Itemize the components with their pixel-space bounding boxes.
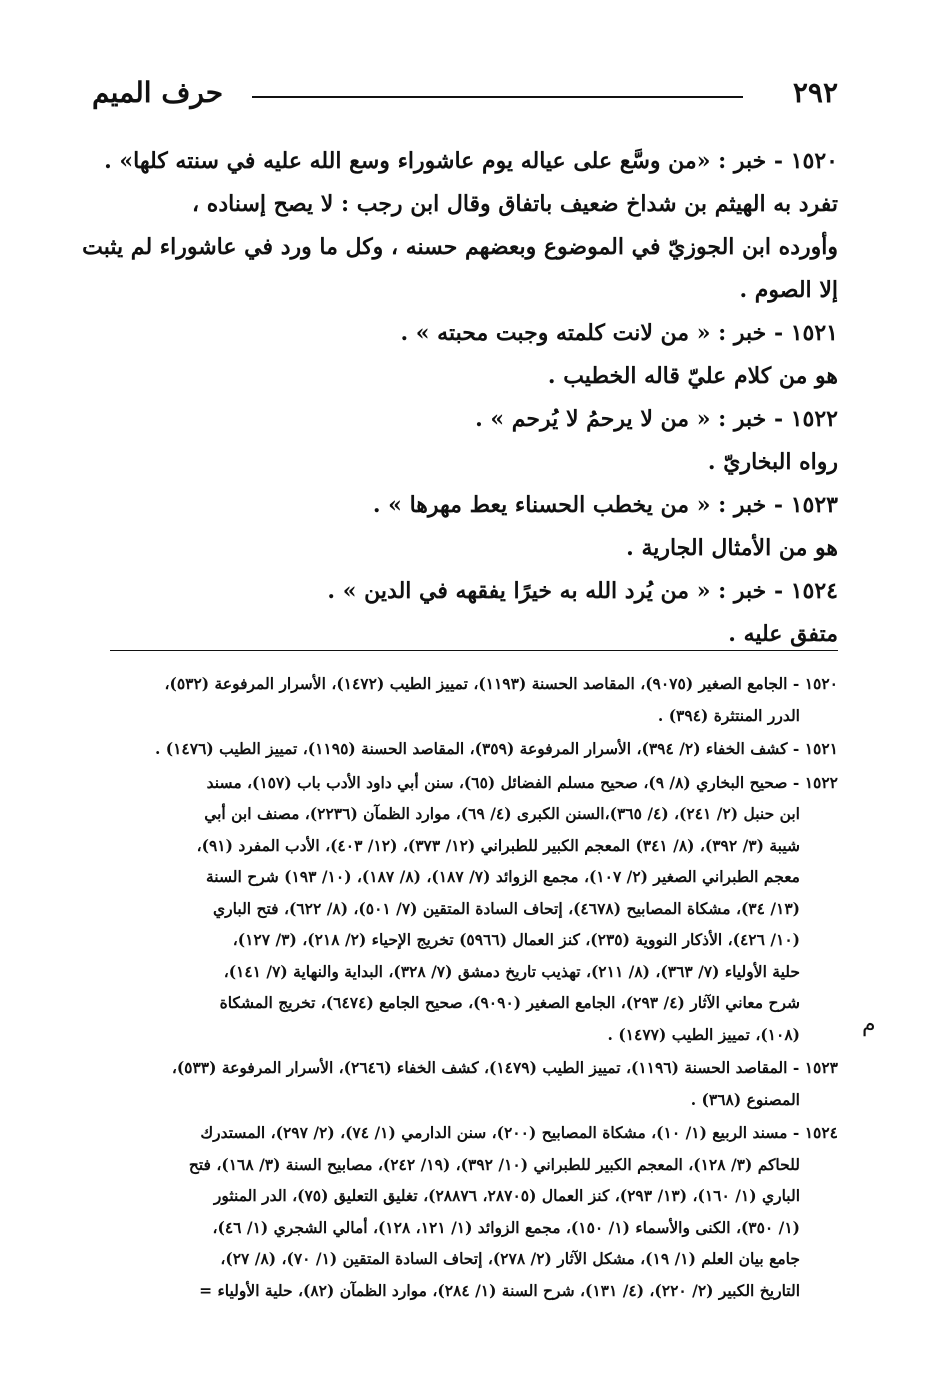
entry-1524: ١٥٢٤ - خبر : « من يُرد الله به خيرًا يفقهه في الدين » . xyxy=(327,578,838,604)
chapter-title: حرف الميم xyxy=(92,76,224,109)
entries-block xyxy=(95,312,838,656)
main-text xyxy=(82,140,838,656)
footnote-line: التاريخ الكبير (٢/ ٢٢٠)، (٤/ ١٣١)، شرح السنة (١/ ٢٨٤)، موارد الظمآن (٨٢)، حلية الأولياء = xyxy=(199,1280,800,1300)
entry-1522: ١٥٢٢ - خبر : « من لا يرحمُ لا يُرحم » . xyxy=(475,406,838,432)
footnote-1521 xyxy=(106,733,838,765)
page-number: ٢٩٢ xyxy=(792,76,838,109)
entry-1521-comment: هو من كلام عليّ قاله الخطيب . xyxy=(547,363,838,389)
header-rule xyxy=(252,96,743,98)
entry-1524-comment: متفق عليه . xyxy=(728,621,838,647)
footnote-line: ١٥٢٠ - الجامع الصغير (٩٠٧٥)، المقاصد الحسنة (١١٩٣)، تمييز الطيب (١٤٧٢)، الأسرار المرفوعة (٥٣٢)، xyxy=(164,674,838,693)
footnotes xyxy=(106,668,838,1308)
footnote-1522 xyxy=(106,767,838,1051)
footnote-line: (١/ ٣٥٠)، الكنى والأسماء (١/ ١٥٠)، مجمع الزوائد (١/ ١٢١، ١٢٨)، أمالي الشجري (١/ ٤٦)، xyxy=(212,1217,800,1237)
footnote-line: المصنوع (٣٦٨) . xyxy=(690,1089,800,1109)
commentary-line: وأورده ابن الجوزيّ في الموضوع وبعضهم حسنه ، وكل ما ورد في عاشوراء لم يثبت xyxy=(82,234,838,260)
footnote-line: الباري (١/ ١٦٠)، (١٣/ ٢٩٣)، كنز العمال (٢٨٧٠٥، ٢٨٨٧٦)، تغليق التعليق (٧٥)، الدر المنثور xyxy=(213,1186,800,1205)
commentary-line: إلا الصوم . xyxy=(739,277,838,303)
footnote-line: جامع بيان العلم (١/ ١٩)، مشكل الآثار (٢/ ٢٧٨)، إتحاف السادة المتقين (١/ ٧٠)، (٨/ ٢٧)، xyxy=(220,1249,800,1268)
page-header xyxy=(92,74,838,114)
entry-1523-comment: هو من الأمثال الجارية . xyxy=(626,535,838,561)
footnote-1520 xyxy=(106,668,838,731)
margin-mark: م xyxy=(862,1012,876,1037)
footnote-line: حلية الأولياء (٧/ ٣٦٣)، (٨/ ٢١١)، تهذيب تاريخ دمشق (٧/ ٣٢٨)، البداية والنهاية (٧/ ١٤١)، xyxy=(223,961,800,981)
footnote-line: ١٥٢٢ - صحيح البخاري (٨/ ٩)، صحيح مسلم الفضائل (٦٥)، سنن أبي داود الأدب باب (١٥٧)، مسند xyxy=(206,772,838,792)
entry-1523: ١٥٢٣ - خبر : « من يخطب الحسناء يعط مهرها » . xyxy=(372,492,838,518)
footnote-line: ١٥٢٣ - المقاصد الحسنة (١١٩٦)، تمييز الطيب (١٤٧٩)، كشف الخفاء (٢٦٤٦)، الأسرار المرفوعة (٥٣٣)، xyxy=(171,1058,838,1077)
footnote-1523 xyxy=(106,1052,838,1115)
footnote-line: شرح معاني الآثار (٤/ ٢٩٣)، الجامع الصغير (٩٠٩٠)، صحيح الجامع (٦٤٧٤)، تخريج المشكاة xyxy=(219,993,800,1012)
footnote-line: معجم الطبراني الصغير (٢/ ١٠٧)، مجمع الزوائد (٧/ ١٨٧)، (٨/ ١٨٧)، (١٠/ ١٩٣) شرح السنة xyxy=(205,867,800,886)
entry-1522-comment: رواه البخاريّ . xyxy=(707,449,838,475)
entry-1521: ١٥٢١ - خبر : « من لانت كلمته وجبت محبته » . xyxy=(400,320,838,346)
footnote-1524 xyxy=(106,1117,838,1306)
footnote-line: الدرر المنتثرة (٣٩٤) . xyxy=(657,705,800,725)
footnote-line: للحاكم (٣/ ١٢٨)، المعجم الكبير للطبراني (١٠/ ٣٩٢)، (١٩/ ٢٤٢)، مصابيح السنة (٣/ ١٦٨)، فتح xyxy=(188,1154,800,1174)
commentary-line: تفرد به الهيثم بن شداخ ضعيف باتفاق وقال ابن رجب : لا يصح إسناده ، xyxy=(192,191,838,217)
footnote-line: ١٥٢٤ - مسند الربيع (١/ ١٠)، مشكاة المصابيح (٢٠٠)، سنن الدارمي (١/ ٧٤)، (٢/ ٢٩٧)، المستدرك xyxy=(200,1123,838,1142)
footnote-line: ١٥٢١ - كشف الخفاء (٢/ ٣٩٤)، الأسرار المرفوعة (٣٥٩)، المقاصد الحسنة (١١٩٥)، تمييز الطيب (١٤٧٦) . xyxy=(154,739,838,758)
footnote-line: ابن حنبل (٢/ ٢٤١)، (٤/ ٣٦٥)،السنن الكبرى (٤/ ٦٩)، موارد الظمآن (٢٢٣٦)، مصنف ابن أبي xyxy=(204,804,800,823)
entry-1520: ١٥٢٠ - خبر : «من وسَّع على عياله يوم عاشوراء وسع الله عليه في سنته كلها» . xyxy=(104,148,838,174)
footnote-separator xyxy=(110,650,838,651)
footnote-line: (١٠/ ٤٢٦)، الأذكار النووية (٢٣٥)، كنز العمال (٥٩٦٦) تخريج الإحياء (٢/ ٢١٨)، (٣/ ١٢٧)، xyxy=(232,930,800,949)
footnote-line: (١٠٨)، تمييز الطيب (١٤٧٧) . xyxy=(607,1024,800,1044)
footnote-line: (١٣/ ٣٤)، مشكاة المصابيح (٤٦٧٨)، إتحاف السادة المتقين (٧/ ٥٠١)، (٨/ ٦٢٢)، فتح الباري xyxy=(213,898,800,918)
footnote-line: شيبة (٣/ ٣٩٢)، (٨/ ٣٤١) المعجم الكبير للطبراني (١٢/ ٣٧٣)، (١٢/ ٤٠٣)، الأدب المفرد (٩١)، xyxy=(196,835,800,855)
